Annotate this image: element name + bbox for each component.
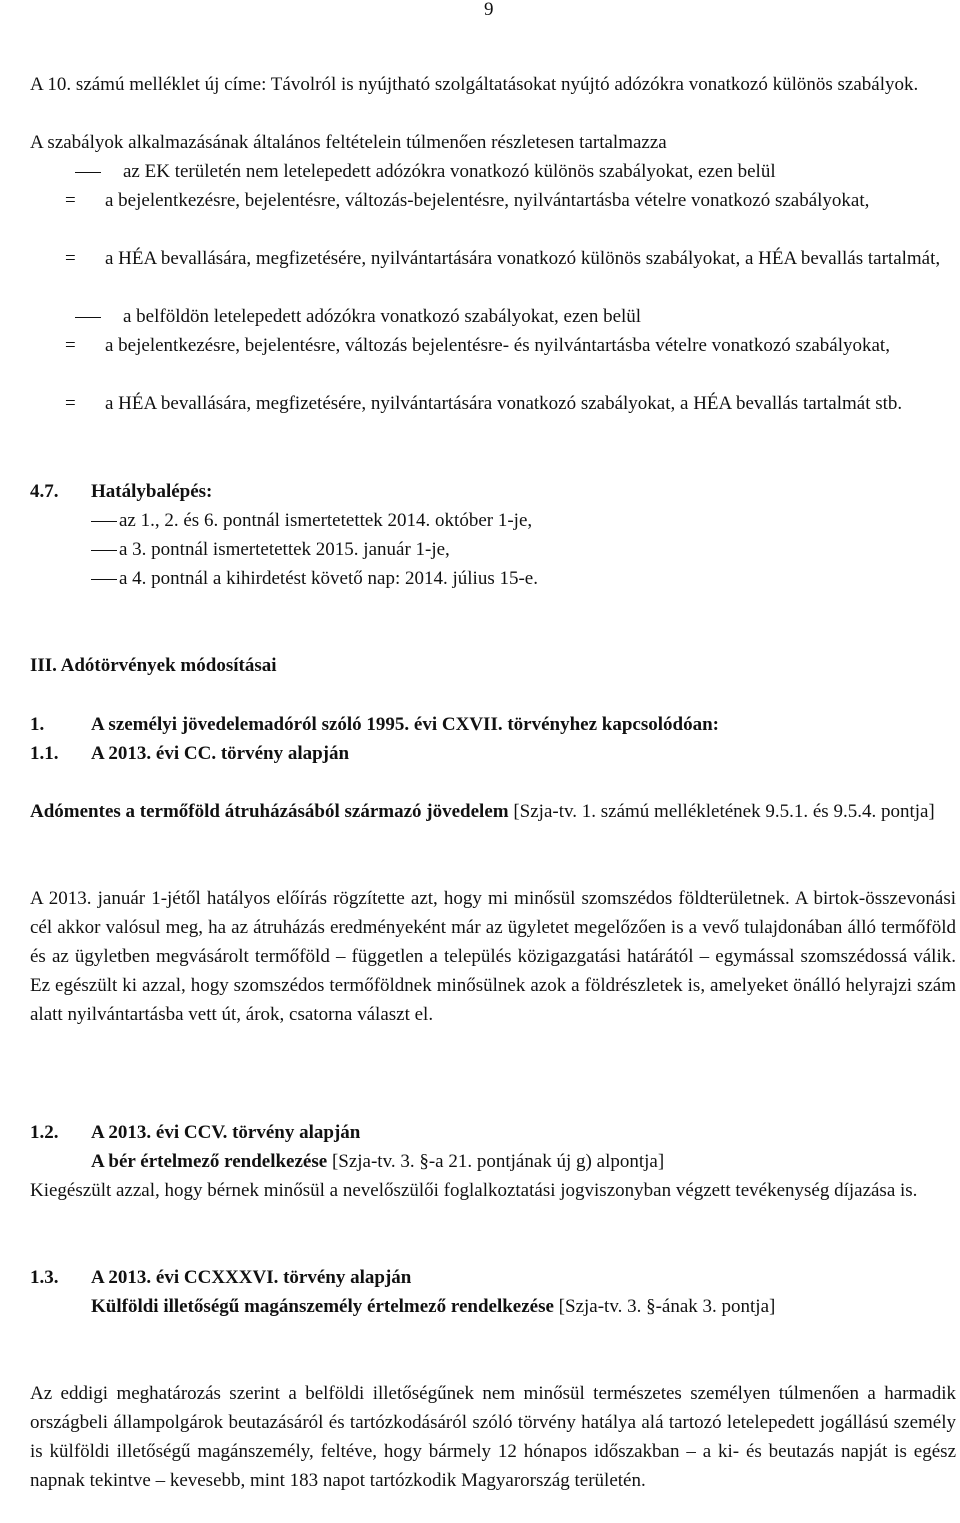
section-body: Az eddigi meghatározás szerint a belföldi illetőségűnek nem minősül természetes személyen túlmenően a harmadik országbeli állampolgárok beutazásáról és tartózkodásáról szóló törvény hatálya alá tartozó letelepedett jogállású személy is külföldi illetőségű magánszemély, feltéve, hogy bármely 12 hónapos időszakban – a ki- és beutazás napját is egész napnak tekintve – kevesebb, mint 183 napot tartózkodik Magyarország területén. <box>30 1383 956 1491</box>
section-title: A 2013. évi CCXXXVI. törvény alapján <box>91 1267 412 1288</box>
section-subtitle <box>91 1147 956 1176</box>
page-number: 9 <box>484 0 494 20</box>
list-item-text: a bejelentkezésre, bejelentésre, változás bejelentésre- és nyilvántartásba vételre vonatkozó szabályokat, <box>105 335 890 356</box>
list-item-text: a 4. pontnál a kihirdetést követő nap: 2014. július 15-e. <box>119 568 538 589</box>
dash-bullet <box>75 302 101 318</box>
section-body: Kiegészült azzal, hogy bérnek minősül a nevelőszülői foglalkoztatási jogviszonyban végzett tevékenység díjazása is. <box>30 1180 918 1201</box>
section-number: 1.3. <box>30 1267 59 1288</box>
dash-bullet <box>91 506 117 522</box>
section-subtitle <box>91 1292 956 1321</box>
section-title: A 2013. évi CCV. törvény alapján <box>91 1122 361 1143</box>
section-number: 1.1. <box>30 743 59 764</box>
list-item-text: a 3. pontnál ismertetettek 2015. január 1-je, <box>119 539 450 560</box>
dash-bullet <box>75 157 101 173</box>
part-title: III. Adótörvények módosításai <box>30 655 277 676</box>
section-subtitle <box>30 797 956 826</box>
subtitle-bold: Adómentes a termőföld átruházásából származó jövedelem <box>30 801 509 822</box>
section-title: A személyi jövedelemadóról szóló 1995. évi CXVII. törvényhez kapcsolódóan: <box>91 714 719 735</box>
equals-bullet: = <box>65 190 76 211</box>
subtitle-reference: [Szja-tv. 1. számú mellékletének 9.5.1. és 9.5.4. pontja] <box>513 801 935 822</box>
annex-title-paragraph: A 10. számú melléklet új címe: Távolról is nyújtható szolgáltatásokat nyújtó adózókra vonatkozó különös szabályok. <box>30 74 919 95</box>
list-item-text: a bejelentkezésre, bejelentésre, változás-bejelentésre, nyilvántartásba vételre vonatkozó szabályokat, <box>105 190 870 211</box>
section-number: 1.2. <box>30 1122 59 1143</box>
section-title: A 2013. évi CC. törvény alapján <box>91 743 350 764</box>
list-item-text: a belföldön letelepedett adózókra vonatkozó szabályokat, ezen belül <box>123 306 642 327</box>
equals-bullet: = <box>65 335 76 356</box>
list-item-text: a HÉA bevallására, megfizetésére, nyilvántartására vonatkozó szabályokat, a HÉA bevallás tartalmát stb. <box>105 393 903 414</box>
list-item-text: az 1., 2. és 6. pontnál ismertetettek 2014. október 1-je, <box>119 510 533 531</box>
subtitle-reference: [Szja-tv. 3. §-a 21. pontjának új g) alpontja] <box>331 1151 665 1172</box>
section-number: 1. <box>30 714 45 735</box>
annex-intro: A szabályok alkalmazásának általános feltételein túlmenően részletesen tartalmazza <box>30 132 667 153</box>
subtitle-bold: A bér értelmező rendelkezése <box>91 1151 328 1172</box>
list-item-text: a HÉA bevallására, megfizetésére, nyilvántartására vonatkozó különös szabályokat, a HÉA bevallás tartalmát, <box>105 248 941 269</box>
section-body: A 2013. január 1-jétől hatályos előírás rögzítette azt, hogy mi minősül szomszédos földterületnek. A birtok-összevonási cél akkor valósul meg, ha az átruházás eredményeként már az ügyletet megelőzően is a vevő tulajdonában álló termőföld és az ügyletben megvásárolt termőföld – független a település közigazgatási határától – egymással szomszédossá válik. Ez egészült ki azzal, hogy szomszédos termőföldnek minősülnek azok a földrészletek is, amelyeket önálló helyrajzi szám alatt nyilvántartásba vett út, árok, csatorna választ el. <box>30 888 956 1025</box>
section-title: Hatálybalépés: <box>91 481 213 502</box>
dash-bullet <box>91 564 117 580</box>
subtitle-reference: [Szja-tv. 3. §-ának 3. pontja] <box>558 1296 776 1317</box>
equals-bullet: = <box>65 248 76 269</box>
section-number: 4.7. <box>30 481 59 502</box>
equals-bullet: = <box>65 393 76 414</box>
subtitle-bold: Külföldi illetőségű magánszemély értelmező rendelkezése <box>91 1296 554 1317</box>
list-item-text: az EK területén nem letelepedett adózókra vonatkozó különös szabályokat, ezen belül <box>123 161 776 182</box>
dash-bullet <box>91 535 117 551</box>
